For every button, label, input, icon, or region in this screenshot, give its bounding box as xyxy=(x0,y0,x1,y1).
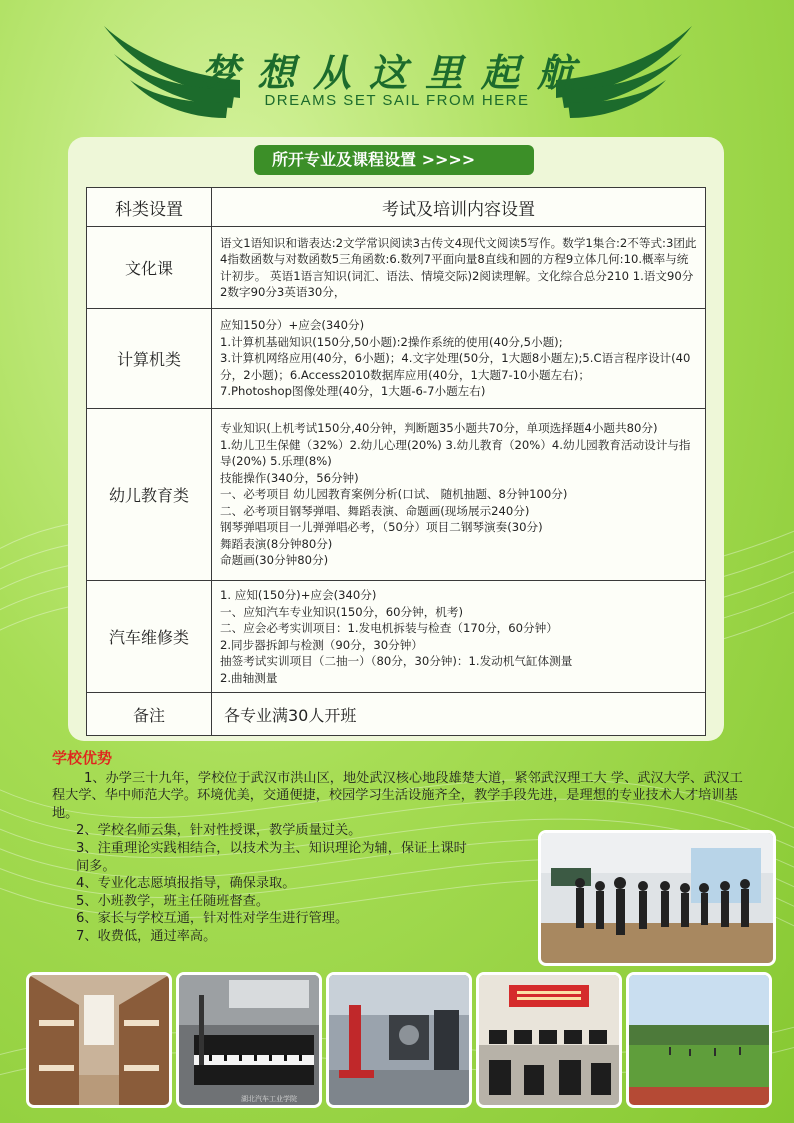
detail-line: 技能操作(340分，56分钟) xyxy=(220,470,359,485)
detail-cell xyxy=(212,309,706,409)
header xyxy=(0,12,794,122)
advantage-item: 7、收费低，通过率高。 xyxy=(76,928,217,944)
table-row xyxy=(87,581,706,693)
detail-line: 1. 应知(150分)+应会(340分) xyxy=(220,588,377,602)
detail-line: 二、必考项目钢琴弹唱、舞蹈表演、命题画(现场展示240分) xyxy=(220,503,530,518)
advantage-item: 6、家长与学校互通，针对性对学生进行管理。 xyxy=(76,911,349,927)
advantage-item: 2、学校名师云集，针对性授课，教学质量过关。 xyxy=(76,823,362,839)
page-subtitle: DREAMS SET SAIL FROM HERE xyxy=(264,92,530,109)
category-cell: 汽车维修类 xyxy=(87,581,212,693)
computer-lab-photo xyxy=(476,972,622,1108)
dormitory-photo xyxy=(26,972,172,1108)
detail-line: 应知150分）+应会(340分) xyxy=(220,318,365,333)
detail-line: 命题画(30分钟80分) xyxy=(220,553,329,568)
detail-line: 7.Photoshop图像处理(40分，1大题-6-7小题左右) xyxy=(220,384,486,399)
detail-line: 2.曲轴测量 xyxy=(220,670,278,685)
course-table xyxy=(86,187,706,736)
detail-line: 1.计算机基础知识(150分,50小题):2操作系统的使用(40分,5小题); xyxy=(220,334,563,349)
advantage-item: 4、专业化志愿填报指导，确保录取。 xyxy=(76,876,296,892)
detail-line: 二、应会必考实训项目：1.发电机拆装与检查（170分，60分钟） xyxy=(220,621,558,635)
detail-line: 语文1语知识和谐表达:2文学常识阅读3古传文4现代文阅读5写作。数学1集合:2不等式:3团此4指数函数与对数函数5三角函数:6.数列7平面向量8直线和圆的方程9立体几何:10.概率与统计初步。 英语1语言知识(词汇、语法、情境交际)2阅读理解。文化综合总分210 1.语文90分2数字90分3英语30分， xyxy=(220,235,697,299)
advantage-item: 3、注重理论实践相结合，以技术为主、知识理论为辅，保证上课时间多。 xyxy=(76,840,467,874)
page-title: 梦想从这里起航 xyxy=(200,50,593,95)
piano-room-photo xyxy=(176,972,322,1108)
advantages-title: 学校优势 xyxy=(52,749,113,767)
detail-line: 一、应知汽车专业知识(150分，60分钟，机考) xyxy=(220,604,464,619)
table-row xyxy=(87,309,706,409)
dance-class-photo xyxy=(538,830,776,966)
auto-workshop-photo xyxy=(326,972,472,1108)
detail-line: 钢琴弹唱项目一儿弹弹唱必考，（50分）项目二钢琴演奏(30分) xyxy=(220,520,543,535)
course-panel xyxy=(68,137,724,741)
table-header-row xyxy=(87,188,706,227)
detail-line: 抽签考试实训项目（二抽一）（80分，30分钟)：1.发动机气缸体测量 xyxy=(220,654,573,668)
detail-line: 专业知识(上机考试150分,40分钟，判断题35小题共70分，单项选择题4小题共80分) xyxy=(220,421,658,436)
remark-text: 各专业满30人开班 xyxy=(212,693,706,736)
detail-line: 2.同步器拆卸与检测（90分，30分钟） xyxy=(220,637,423,652)
remark-label: 备注 xyxy=(87,693,212,736)
sports-field-photo xyxy=(626,972,772,1108)
detail-line: 3.计算机网络应用(40分，6小题)；4.文字处理(50分，1大题8小题左);5.C语言程序设计(40分，2小题)；6.Access2010数据库应用(40分，1大题7-10小题左右)； xyxy=(220,351,691,382)
section-heading: 所开专业及课程设置 >>>> xyxy=(254,145,534,175)
table-row xyxy=(87,409,706,581)
category-cell: 计算机类 xyxy=(87,309,212,409)
category-cell: 文化课 xyxy=(87,227,212,309)
advantage-item: 1、办学三十九年，学校位于武汉市洪山区，地处武汉核心地段雄楚大道，紧邻武汉理工大 学、武汉大学、武汉工程大学、华中师范大学。环境优美，交通便捷，校园学习生活设施齐全，教学手段先进，是理想的专业技术人才培训基地。 xyxy=(52,770,743,821)
detail-cell xyxy=(212,581,706,693)
table-row xyxy=(87,227,706,309)
svg-text:湖北汽车工业学院: 湖北汽车工业学院 xyxy=(241,1095,297,1103)
detail-cell xyxy=(212,409,706,581)
detail-line: 一、必考项目 幼儿园教育案例分析(口试、 随机抽题、8分钟100分) xyxy=(220,487,568,502)
advantage-item: 5、小班教学，班主任随班督查。 xyxy=(76,893,270,909)
table-header-content: 考试及培训内容设置 xyxy=(212,188,706,227)
table-header-category: 科类设置 xyxy=(87,188,212,227)
detail-line: 1.幼儿卫生保健（32%）2.幼儿心理(20%) 3.幼儿教育（20%）4.幼儿园教育活动设计与指导(20%) 5.乐理(8%) xyxy=(220,437,691,469)
remark-row xyxy=(87,693,706,736)
category-cell: 幼儿教育类 xyxy=(87,409,212,581)
detail-line: 舞蹈表演(8分钟80分) xyxy=(220,536,333,551)
detail-cell xyxy=(212,227,706,309)
